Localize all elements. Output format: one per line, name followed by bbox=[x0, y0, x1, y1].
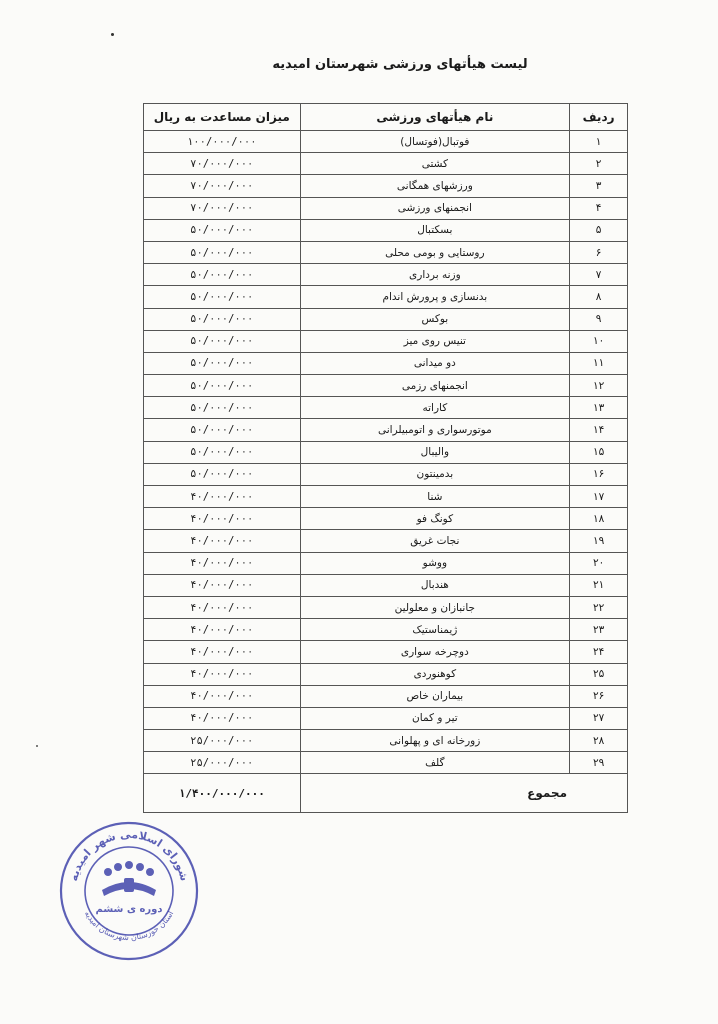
row-name: ووشو bbox=[300, 552, 570, 574]
row-index: ۱۶ bbox=[570, 463, 628, 485]
speck bbox=[36, 745, 38, 747]
row-amount: ۲۵/۰۰۰/۰۰۰ bbox=[144, 752, 301, 774]
row-index: ۴ bbox=[570, 197, 628, 219]
row-index: ۲۲ bbox=[570, 596, 628, 618]
row-amount: ۴۰/۰۰۰/۰۰۰ bbox=[144, 574, 301, 596]
table-row bbox=[144, 219, 628, 241]
row-name: گلف bbox=[300, 752, 570, 774]
table-row bbox=[144, 685, 628, 707]
row-amount: ۵۰/۰۰۰/۰۰۰ bbox=[144, 441, 301, 463]
row-amount: ۵۰/۰۰۰/۰۰۰ bbox=[144, 463, 301, 485]
row-amount: ۵۰/۰۰۰/۰۰۰ bbox=[144, 308, 301, 330]
sports-boards-table bbox=[143, 103, 628, 813]
row-amount: ۴۰/۰۰۰/۰۰۰ bbox=[144, 552, 301, 574]
row-name: والیبال bbox=[300, 441, 570, 463]
row-name: بوکس bbox=[300, 308, 570, 330]
row-amount: ۲۵/۰۰۰/۰۰۰ bbox=[144, 730, 301, 752]
table-row bbox=[144, 552, 628, 574]
row-name: بدنسازی و پرورش اندام bbox=[300, 286, 570, 308]
row-index: ۲۵ bbox=[570, 663, 628, 685]
row-index: ۳ bbox=[570, 175, 628, 197]
row-amount: ۴۰/۰۰۰/۰۰۰ bbox=[144, 685, 301, 707]
row-name: کوهنوردی bbox=[300, 663, 570, 685]
row-name: دوچرخه سواری bbox=[300, 641, 570, 663]
table-row bbox=[144, 241, 628, 263]
table-row bbox=[144, 574, 628, 596]
row-amount: ۱۰۰/۰۰۰/۰۰۰ bbox=[144, 131, 301, 153]
row-index: ۲۷ bbox=[570, 707, 628, 729]
row-index: ۱۷ bbox=[570, 486, 628, 508]
row-amount: ۵۰/۰۰۰/۰۰۰ bbox=[144, 219, 301, 241]
table-row bbox=[144, 663, 628, 685]
stamp-bottom-text: استان خوزستان شهرستان امیدیه bbox=[82, 909, 176, 943]
row-index: ۹ bbox=[570, 308, 628, 330]
table-row bbox=[144, 463, 628, 485]
total-label: مجموع bbox=[300, 774, 627, 813]
row-amount: ۵۰/۰۰۰/۰۰۰ bbox=[144, 286, 301, 308]
row-amount: ۷۰/۰۰۰/۰۰۰ bbox=[144, 197, 301, 219]
row-amount: ۵۰/۰۰۰/۰۰۰ bbox=[144, 419, 301, 441]
stamp-inner-text: دوره ی ششم bbox=[95, 904, 163, 915]
row-index: ۲۸ bbox=[570, 730, 628, 752]
table-row bbox=[144, 286, 628, 308]
row-amount: ۴۰/۰۰۰/۰۰۰ bbox=[144, 596, 301, 618]
council-seal-stamp bbox=[58, 820, 200, 962]
row-index: ۷ bbox=[570, 264, 628, 286]
row-name: تنیس روی میز bbox=[300, 330, 570, 352]
row-index: ۲۳ bbox=[570, 619, 628, 641]
row-name: روستایی و بومی محلی bbox=[300, 241, 570, 263]
table-row bbox=[144, 530, 628, 552]
total-row bbox=[144, 774, 628, 813]
table-row bbox=[144, 752, 628, 774]
row-name: زورخانه ای و پهلوانی bbox=[300, 730, 570, 752]
row-amount: ۵۰/۰۰۰/۰۰۰ bbox=[144, 352, 301, 374]
row-name: بسکتبال bbox=[300, 219, 570, 241]
row-amount: ۵۰/۰۰۰/۰۰۰ bbox=[144, 241, 301, 263]
total-amount: ۱/۴۰۰/۰۰۰/۰۰۰ bbox=[144, 774, 301, 813]
row-amount: ۵۰/۰۰۰/۰۰۰ bbox=[144, 330, 301, 352]
row-name: تیر و کمان bbox=[300, 707, 570, 729]
emblem-icon bbox=[124, 878, 134, 892]
header-name: نام هیأتهای ورزشی bbox=[300, 104, 570, 131]
row-name: کشتی bbox=[300, 153, 570, 175]
row-name: انجمنهای ورزشی bbox=[300, 197, 570, 219]
row-amount: ۴۰/۰۰۰/۰۰۰ bbox=[144, 707, 301, 729]
row-index: ۱ bbox=[570, 131, 628, 153]
table-row bbox=[144, 197, 628, 219]
row-index: ۲۱ bbox=[570, 574, 628, 596]
table-row bbox=[144, 397, 628, 419]
row-amount: ۷۰/۰۰۰/۰۰۰ bbox=[144, 153, 301, 175]
row-index: ۱۹ bbox=[570, 530, 628, 552]
table-row bbox=[144, 619, 628, 641]
table-row bbox=[144, 352, 628, 374]
row-amount: ۵۰/۰۰۰/۰۰۰ bbox=[144, 375, 301, 397]
table-row bbox=[144, 730, 628, 752]
row-index: ۲۶ bbox=[570, 685, 628, 707]
page-title: لیست هیأتهای ورزشی شهرستان امیدیه bbox=[272, 57, 528, 72]
row-name: نجات غریق bbox=[300, 530, 570, 552]
table-row bbox=[144, 441, 628, 463]
row-name: وزنه برداری bbox=[300, 264, 570, 286]
table-header-row bbox=[144, 104, 628, 131]
row-amount: ۴۰/۰۰۰/۰۰۰ bbox=[144, 663, 301, 685]
row-amount: ۴۰/۰۰۰/۰۰۰ bbox=[144, 619, 301, 641]
row-name: انجمنهای رزمی bbox=[300, 375, 570, 397]
table-row bbox=[144, 175, 628, 197]
table-row bbox=[144, 486, 628, 508]
row-index: ۱۳ bbox=[570, 397, 628, 419]
row-amount: ۴۰/۰۰۰/۰۰۰ bbox=[144, 486, 301, 508]
row-amount: ۴۰/۰۰۰/۰۰۰ bbox=[144, 641, 301, 663]
row-index: ۱۲ bbox=[570, 375, 628, 397]
row-name: جانبازان و معلولین bbox=[300, 596, 570, 618]
table-row bbox=[144, 308, 628, 330]
stamp-outer-text: شورای اسلامی شهر امیدیه bbox=[66, 827, 192, 883]
table-body bbox=[144, 131, 628, 774]
table-row bbox=[144, 419, 628, 441]
table-row bbox=[144, 131, 628, 153]
row-index: ۱۴ bbox=[570, 419, 628, 441]
row-name: بیماران خاص bbox=[300, 685, 570, 707]
row-index: ۶ bbox=[570, 241, 628, 263]
table-row bbox=[144, 264, 628, 286]
row-amount: ۴۰/۰۰۰/۰۰۰ bbox=[144, 508, 301, 530]
row-amount: ۴۰/۰۰۰/۰۰۰ bbox=[144, 530, 301, 552]
speck bbox=[111, 33, 114, 36]
table-row bbox=[144, 375, 628, 397]
row-name: ژیمناستیک bbox=[300, 619, 570, 641]
table-row bbox=[144, 707, 628, 729]
row-name: کونگ فو bbox=[300, 508, 570, 530]
row-index: ۲ bbox=[570, 153, 628, 175]
row-index: ۱۱ bbox=[570, 352, 628, 374]
header-amount: میزان مساعدت به ریال bbox=[144, 104, 301, 131]
row-name: موتورسواری و اتومبیلرانی bbox=[300, 419, 570, 441]
row-index: ۲۹ bbox=[570, 752, 628, 774]
row-index: ۲۴ bbox=[570, 641, 628, 663]
row-index: ۵ bbox=[570, 219, 628, 241]
table-row bbox=[144, 641, 628, 663]
row-name: کاراته bbox=[300, 397, 570, 419]
table-row bbox=[144, 153, 628, 175]
table-row bbox=[144, 330, 628, 352]
row-index: ۱۵ bbox=[570, 441, 628, 463]
svg-text:شورای اسلامی شهر امیدیه bbox=[67, 828, 191, 883]
row-index: ۲۰ bbox=[570, 552, 628, 574]
table-row bbox=[144, 596, 628, 618]
row-index: ۱۸ bbox=[570, 508, 628, 530]
row-amount: ۵۰/۰۰۰/۰۰۰ bbox=[144, 264, 301, 286]
row-name: شنا bbox=[300, 486, 570, 508]
row-name: هندبال bbox=[300, 574, 570, 596]
row-index: ۱۰ bbox=[570, 330, 628, 352]
row-index: ۸ bbox=[570, 286, 628, 308]
row-name: دو میدانی bbox=[300, 352, 570, 374]
row-amount: ۷۰/۰۰۰/۰۰۰ bbox=[144, 175, 301, 197]
table-row bbox=[144, 508, 628, 530]
row-amount: ۵۰/۰۰۰/۰۰۰ bbox=[144, 397, 301, 419]
row-name: ورزشهای همگانی bbox=[300, 175, 570, 197]
header-index: ردیف bbox=[570, 104, 628, 131]
row-name: فوتبال(فوتسال) bbox=[300, 131, 570, 153]
row-name: بدمینتون bbox=[300, 463, 570, 485]
